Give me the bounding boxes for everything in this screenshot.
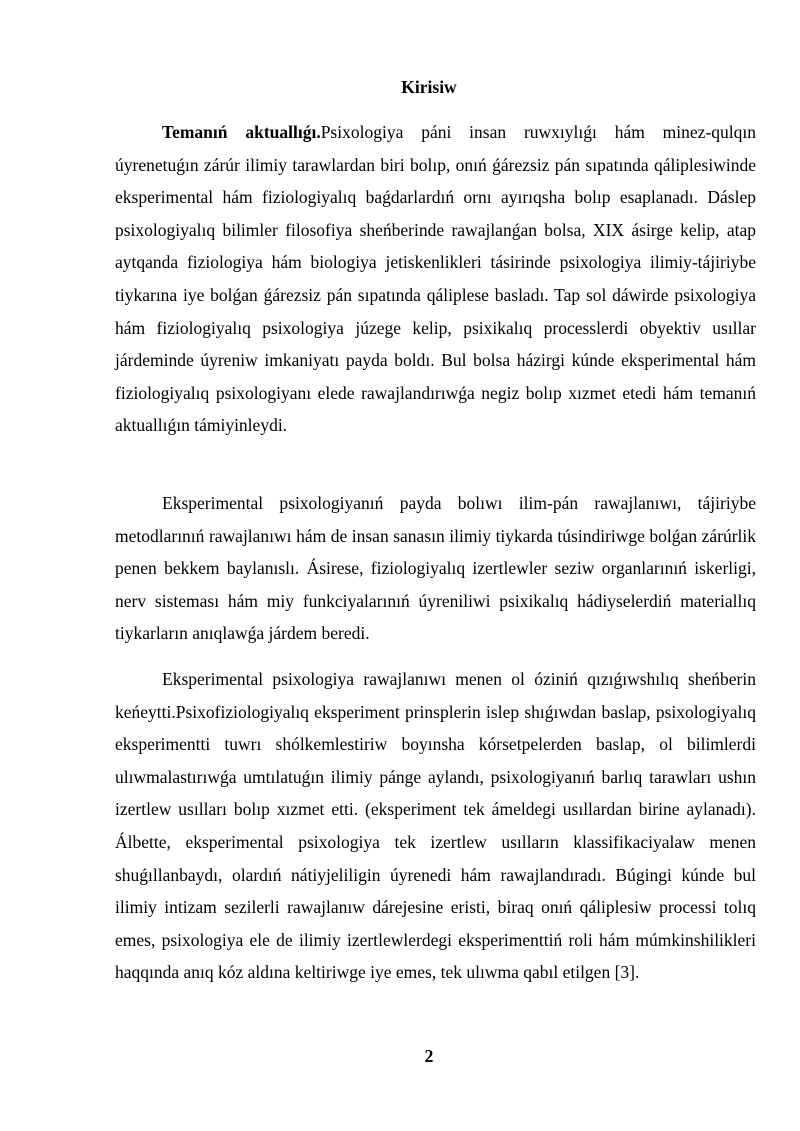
paragraph-body: Psixologiya páni insan ruwxıylıǵı hám minez-qulqın úyrenetuǵın zárúr ilimiy tarawlardan biri bolıp, onıń ǵárezsiz pán sıpatında qáliplesiwinde eksperimental hám fiziologiyalıq baǵdarlardıń ornı ayırıqsha bolıp esaplanadı. Dáslep psixologiyalıq bilimler filosofiya sheńberinde rawajlanǵan bolsa, XIX ásirge kelip, atap aytqanda fiziologiya hám biologiya jetiskenlikleri tásirinde psixologiya ilimiy-tájiriybe tiykarına iye bolǵan ǵárezsiz pán sıpatında qáliplese basladı. Tap sol dáwirde psixologiya hám fiziologiyalıq psixologiya júzege kelip, psixikalıq processlerdi obyektiv usıllar járdeminde úyreniw imkaniyatı payda boldı. Bul bolsa házirgi kúnde eksperimental hám fiziologiyalıq psixologiyanı elede rawajlandırıwǵa negiz bolıp xızmet etedi hám temanıń aktuallıǵın támiyinleydi. — [115, 122, 756, 436]
paragraph-body: Eksperimental psixologiyanıń payda bolıwı ilim-pán rawajlanıwı, tájiriybe metodlarınıń rawajlanıwı hám de insan sanasın ilimiy tiykarda túsindiriwge bolǵan zárúrlik penen bekkem baylanıslı. Ásirese, fiziologiyalıq izertlewler seziw organlarınıń iskerligi, nerv sisteması hám miy funkciyalarınıń úyreniliwi psixikalıq hádiyselerdiń materiallıq tiykarların anıqlawǵa járdem beredi. — [115, 493, 756, 644]
page-number: 2 — [424, 1046, 434, 1066]
page-title: Kirisiw — [401, 77, 457, 97]
paragraph-origins — [115, 487, 756, 650]
paragraph-body: Eksperimental psixologiya rawajlanıwı menen ol óziniń qızıǵıwshılıq sheńberin keńeytti.Psixofiziologiyalıq eksperiment prinsplerin islep shıǵıwdan baslap, psixologiyalıq eksperimentti tuwrı shólkemlestiriw boyınsha kórsetpelerden baslap, ol bilimlerdi ulıwmalastırıwǵa umtılatuǵın ilimiy pánge aylandı, psixologiyanıń barlıq tarawları ushın izertlew usılları bolıp xızmet etti. (eksperiment tek ámeldegi usıllardan birine aylanadı). Álbette, eksperimental psixologiya tek izertlew usılların klassifikaciyalaw menen shuǵıllanbaydı, olardıń nátiyjeliligin úyrenedi hám rawajlandıradı. Búgingi kúnde bul ilimiy intizam sezilerli rawajlanıw dárejesine eristi, biraq onıń qáliplesiw processi tolıq emes, psixologiya ele de ilimiy izertlewlerdegi eksperimenttiń roli hám múmkinshilikleri haqqında anıq kóz aldına keltiriwge iye emes, tek ulıwma qabıl etilgen [3]. — [115, 669, 756, 983]
paragraph-lead-heading: Temanıń aktuallıǵı. — [162, 122, 321, 142]
paragraph-relevance — [115, 116, 756, 442]
paragraph-development — [115, 663, 756, 989]
